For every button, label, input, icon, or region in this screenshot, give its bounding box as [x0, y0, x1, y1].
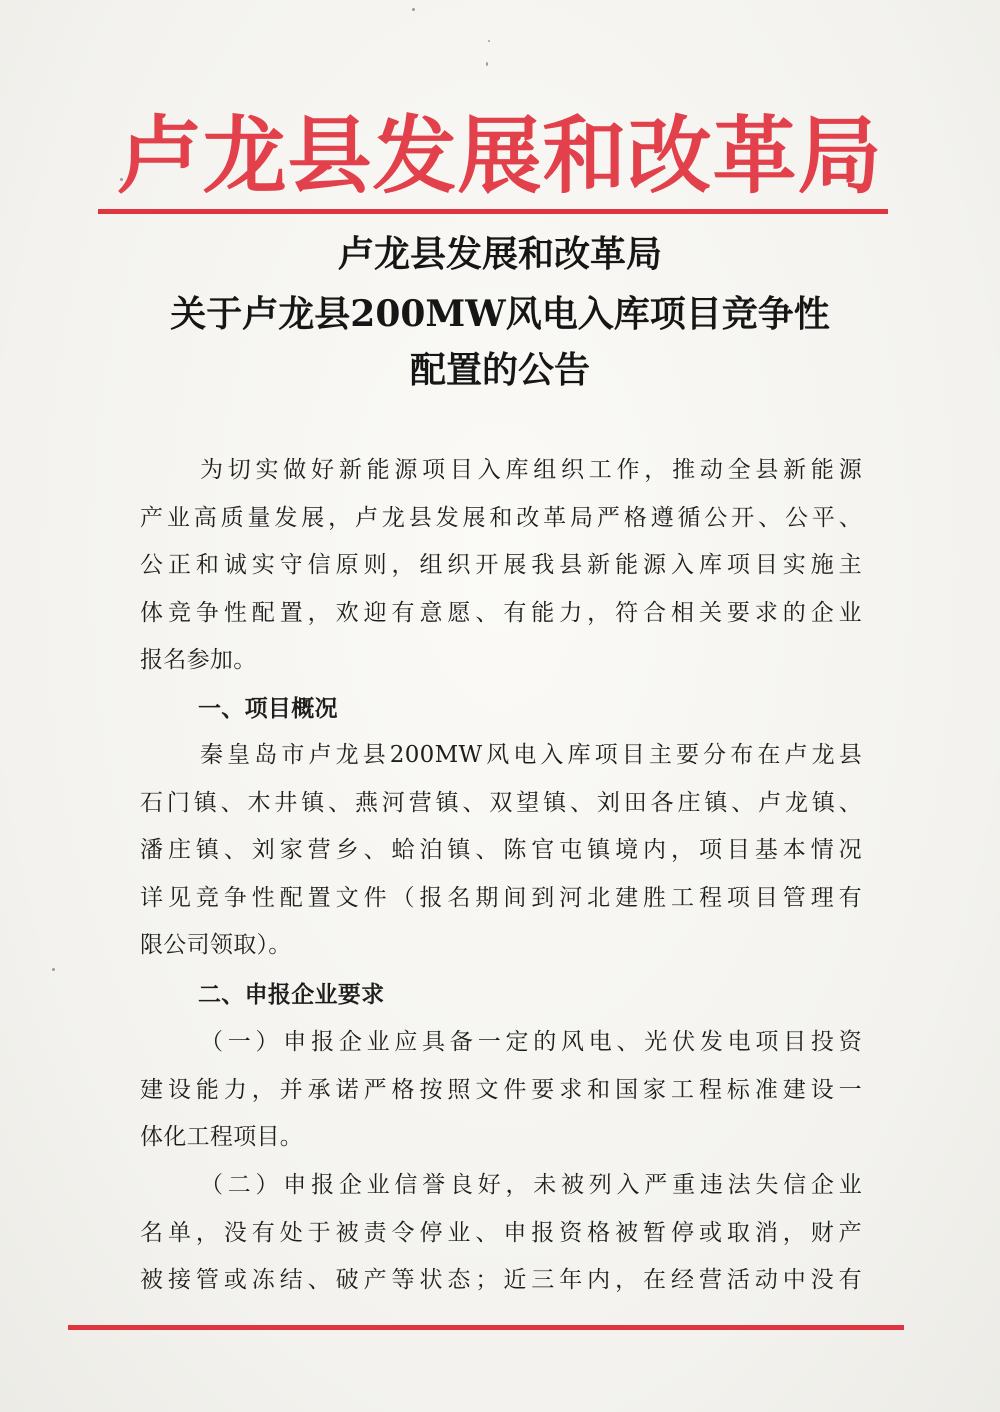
item-2-line: 名单，没有处于被责令停业、申报资格被暂停或取消，财产	[140, 1219, 862, 1246]
letterhead-red-rule	[98, 209, 888, 214]
section-1-line: 秦皇岛市卢龙县200MW风电入库项目主要分布在卢龙县	[200, 742, 862, 768]
intro-line: 报名参加。	[140, 647, 257, 674]
item-2-paragraph	[140, 1162, 862, 1305]
intro-paragraph	[140, 447, 862, 685]
letterhead-org-name: 卢龙县发展和改革局	[117, 107, 883, 205]
section-1-line: 限公司领取）。	[140, 932, 292, 959]
item-1-paragraph	[140, 1019, 862, 1162]
section-1-paragraph	[140, 732, 862, 970]
item-1-line: 体化工程项目。	[140, 1124, 304, 1151]
scan-speck	[412, 8, 415, 11]
section-1-line: 潘庄镇、刘家营乡、蛤泊镇、陈官屯镇境内，项目基本情况	[140, 837, 862, 864]
section-1-line: 详见竞争性配置文件（报名期间到河北建胜工程项目管理有	[140, 884, 862, 911]
intro-line: 体竞争性配置，欢迎有意愿、有能力，符合相关要求的企业	[140, 599, 862, 626]
item-2-line: 被接管或冻结、破产等状态；近三年内，在经营活动中没有	[140, 1267, 862, 1294]
intro-line: 产业高质量发展，卢龙县发展和改革局严格遵循公开、公平、	[140, 504, 862, 531]
item-2-line: （二）申报企业信誉良好，未被列入严重违法失信企业	[200, 1172, 862, 1198]
title-line-2: 关于卢龙县200MW风电入库项目竞争性	[170, 293, 830, 335]
footer-red-rule	[68, 1325, 904, 1330]
section-1-line: 石门镇、木井镇、燕河营镇、双望镇、刘田各庄镇、卢龙镇、	[140, 789, 862, 816]
intro-line: 为切实做好新能源项目入库组织工作，推动全县新能源	[200, 457, 862, 483]
section-1-heading: 一、项目概况	[198, 695, 338, 722]
scan-speck	[488, 40, 490, 42]
intro-line: 公正和诚实守信原则，组织开展我县新能源入库项目实施主	[140, 552, 862, 579]
item-1-line: （一）申报企业应具备一定的风电、光伏发电项目投资	[200, 1029, 862, 1055]
section-2-heading: 二、申报企业要求	[198, 981, 385, 1008]
scan-speck	[486, 62, 488, 66]
title-line-3: 配置的公告	[409, 349, 590, 391]
item-1-line: 建设能力，并承诺严格按照文件要求和国家工程标准建设一	[140, 1076, 862, 1103]
title-line-1: 卢龙县发展和改革局	[337, 233, 662, 275]
scan-speck	[52, 968, 55, 971]
